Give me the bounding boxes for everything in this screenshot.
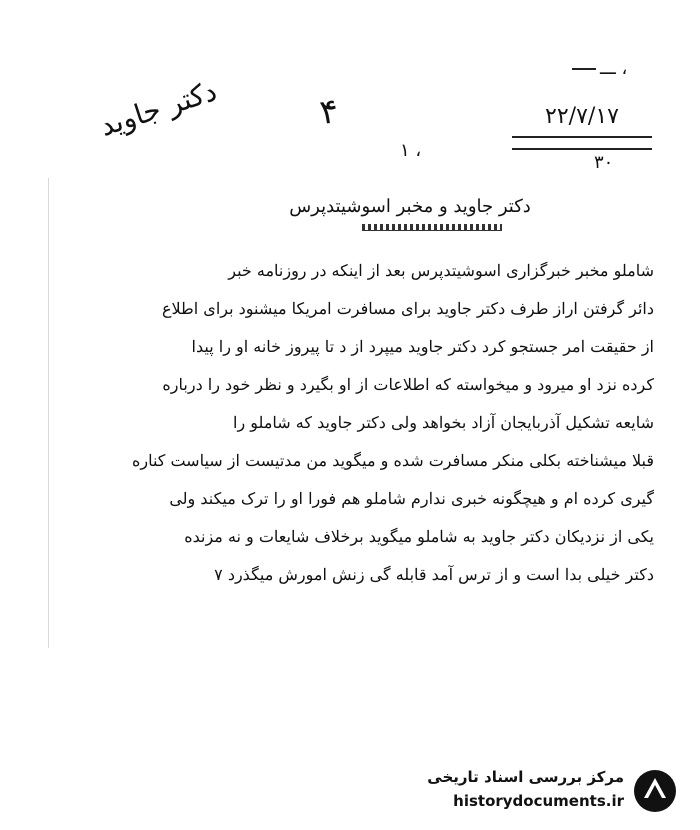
document-title: دکتر جاوید و مخبر اسوشیتدپرس	[289, 196, 531, 217]
body-line: شاملو مخبر خبرگزاری اسوشیتدپرس بعد از اینکه در روزنامه خبر	[228, 261, 654, 280]
top-dash	[572, 68, 596, 70]
watermark-logo	[418, 766, 682, 820]
body-line: کرده نزد او میرود و میخواسته که اطلاعات از او بگیرد و نظر خود را درباره	[162, 375, 654, 394]
watermark-url: historydocuments.ir	[453, 792, 624, 810]
title-underline	[362, 224, 502, 231]
body-line: دکتر خیلی بدا است و از ترس آمد قابله گی زنش امورش میگذرد ۷	[214, 565, 654, 584]
watermark-title: مرکز بررسی اسناد تاریخی	[427, 768, 624, 786]
top-mark: ـــ ،	[600, 58, 628, 79]
handwritten-note-mid: ۴	[317, 90, 341, 134]
handwritten-note-left: دکتر جاوید	[95, 74, 221, 143]
scan-edge-line	[48, 178, 49, 648]
document-body	[70, 252, 654, 594]
body-line: گیری کرده ام و هیچگونه خبری ندارم شاملو هم فورا او را ترک میکند ولی	[169, 489, 654, 508]
document-date: ۲۲/۷/۱۷	[545, 104, 619, 129]
date-block	[512, 104, 652, 173]
handwritten-note-small: ۱ ،	[400, 140, 422, 161]
date-underline-second	[512, 148, 652, 150]
body-line: دائر گرفتن اراز طرف دکتر جاوید برای مسافرت امریکا میشنود برای اطلاع	[161, 299, 654, 318]
date-underline	[512, 136, 652, 138]
body-line: یکی از نزدیکان دکتر جاوید به شاملو میگوید برخلاف شایعات و نه مزنده	[184, 527, 654, 546]
document-number: ۳۰	[594, 152, 614, 173]
archive-logo-icon	[632, 768, 678, 814]
body-line: قبلا میشناخته بکلی منکر مسافرت شده و میگوید من مدتیست از سیاست کناره	[131, 451, 654, 470]
body-line: از حقیقت امر جستجو کرد دکتر جاوید میپرد از د تا پیروز خانه او را پیدا	[191, 337, 654, 356]
body-line: شایعه تشکیل آذربایجان آزاد بخواهد ولی دکتر جاوید که شاملو را	[233, 413, 654, 432]
